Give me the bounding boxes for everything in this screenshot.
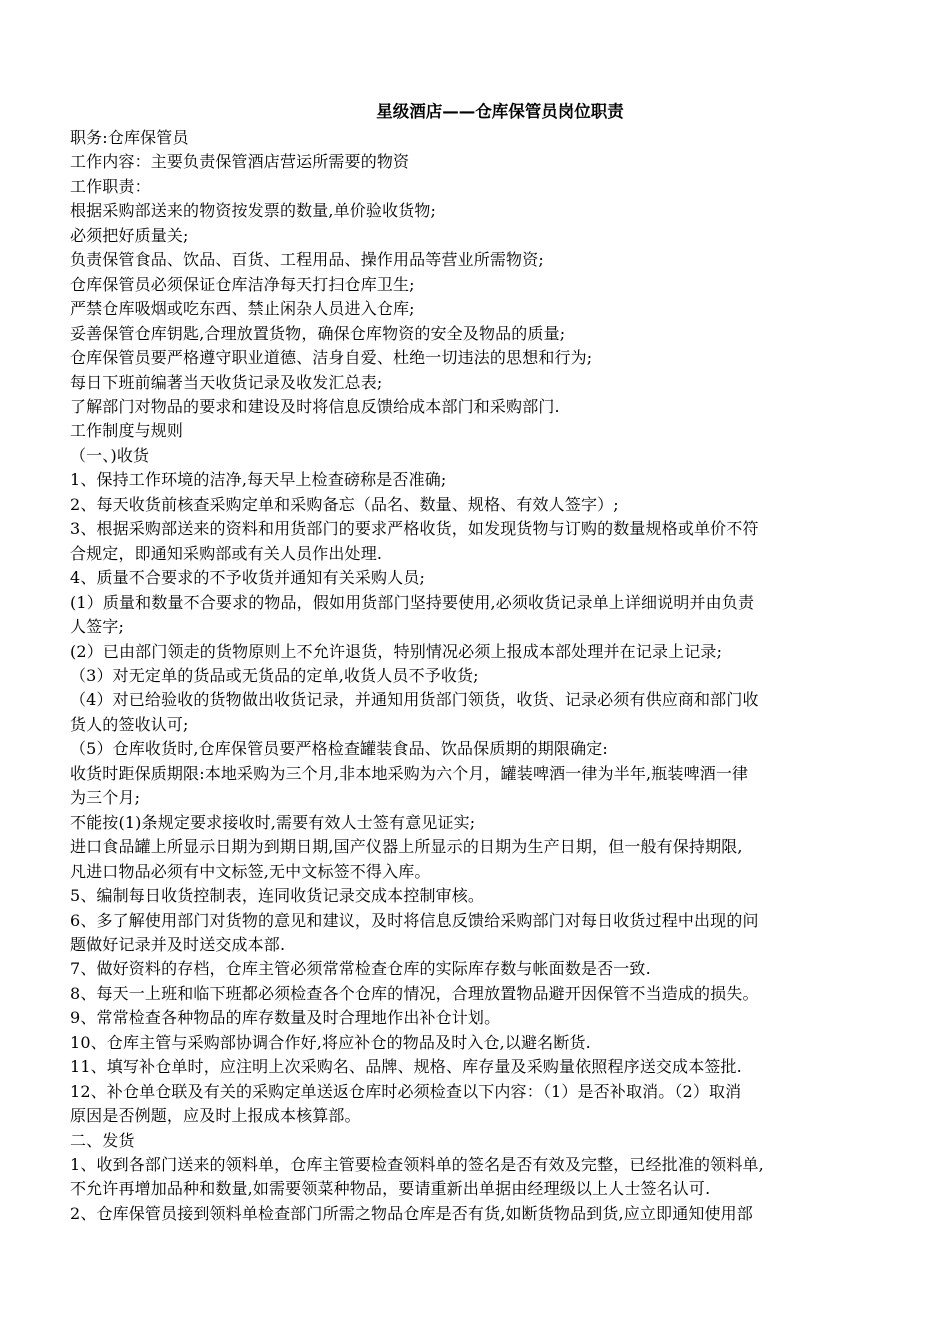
text-line: 凡进口物品必须有中文标签,无中文标签不得入库。 xyxy=(70,861,431,881)
text-line: 工作内容：主要负责保管酒店营运所需要的物资 xyxy=(70,152,410,172)
text-line: 2、每天收货前核查采购定单和采购备忘（品名、数量、规格、有效人签字）; xyxy=(70,494,619,514)
text-line: 仓库保管员必须保证仓库洁净每天打扫仓库卫生; xyxy=(70,274,415,294)
section-heading: 二、发货 xyxy=(70,1130,135,1150)
text-line: 收货时距保质期限:本地采购为三个月,非本地采购为六个月，罐装啤酒一律为半年,瓶装啤酒一律 xyxy=(70,763,749,783)
text-line: 根据采购部送来的物资按发票的数量,单价验收货物; xyxy=(70,201,437,221)
section-heading: （一、)收货 xyxy=(70,445,150,465)
text-line: 为三个月; xyxy=(70,788,141,808)
text-line: (2）已由部门领走的货物原则上不允许退货，特别情况必须上报成本部处理并在记录上记录; xyxy=(70,641,723,661)
text-line: 不允许再增加品种和数量,如需要领菜种物品，要请重新出单据由经理级以上人士签名认可. xyxy=(70,1179,711,1199)
document-body xyxy=(70,126,890,1226)
text-line: 4、质量不合要求的不予收货并通知有关采购人员; xyxy=(70,568,426,588)
text-line: 8、每天一上班和临下班都必须检查各个仓库的情况，合理放置物品避开因保管不当造成的损失。 xyxy=(70,983,759,1003)
document-title: 星级酒店——仓库保管员岗位职责 xyxy=(376,102,624,121)
text-line: 12、补仓单仓联及有关的采购定单送返仓库时必须检查以下内容：（1）是否补取消。（2）取消 xyxy=(70,1081,742,1101)
section-heading: 工作制度与规则 xyxy=(70,421,184,441)
document-page xyxy=(70,98,890,1226)
text-line: 1、保持工作环境的洁净,每天早上检查磅称是否准确; xyxy=(70,470,447,490)
text-line: 题做好记录并及时送交成本部. xyxy=(70,934,286,954)
text-line: 严禁仓库吸烟或吃东西、禁止闲杂人员进入仓库; xyxy=(70,299,415,319)
text-line: 每日下班前编著当天收货记录及收发汇总表; xyxy=(70,372,383,392)
text-line: 货人的签收认可; xyxy=(70,714,189,734)
text-line: 合规定，即通知采购部或有关人员作出处理. xyxy=(70,543,383,563)
text-line: 5、编制每日收货控制表，连同收货记录交成本控制审核。 xyxy=(70,886,485,906)
text-line: 必须把好质量关; xyxy=(70,225,189,245)
text-line: 不能按(1)条规定要求接收时,需要有效人士签有意见证实; xyxy=(70,812,476,832)
text-line: 3、根据采购部送来的资料和用货部门的要求严格收货，如发现货物与订购的数量规格或单价不符 xyxy=(70,519,759,539)
text-line: 职务:仓库保管员 xyxy=(70,128,189,147)
text-line: 仓库保管员要严格遵守职业道德、洁身自爱、杜绝一切违法的思想和行为; xyxy=(70,348,593,368)
text-line: 7、做好资料的存档，仓库主管必须常常检查仓库的实际库存数与帐面数是否一致. xyxy=(70,959,651,979)
text-line: 2、仓库保管员接到领料单检查部门所需之物品仓库是否有货,如断货物品到货,应立即通知使用部 xyxy=(70,1203,753,1223)
text-line: 妥善保管仓库钥匙,合理放置货物，确保仓库物资的安全及物品的质量; xyxy=(70,323,566,343)
text-line: 原因是否例题，应及时上报成本核算部。 xyxy=(70,1106,361,1126)
text-line: 进口食品罐上所显示日期为到期日期,国产仪器上所显示的日期为生产日期，但一般有保持期限, xyxy=(70,837,743,857)
text-line: 9、常常检查各种物品的库存数量及时合理地作出补仓计划。 xyxy=(70,1008,501,1028)
text-line: 10、仓库主管与采购部协调合作好,将应补仓的物品及时入仓,以避名断货. xyxy=(70,1032,591,1052)
text-line: （3）对无定单的货品或无货品的定单,收货人员不予收货; xyxy=(70,665,479,685)
text-line: （5）仓库收货时,仓库保管员要严格检查罐装食品、饮品保质期的期限确定: xyxy=(70,739,608,759)
text-line: 工作职责： xyxy=(70,176,151,196)
text-line: 6、多了解使用部门对货物的意见和建议，及时将信息反馈给采购部门对每日收货过程中出现的问 xyxy=(70,910,759,930)
text-line: (1）质量和数量不合要求的物品，假如用货部门坚持要使用,必须收货记录单上详细说明并由负责 xyxy=(70,592,755,612)
text-line: 了解部门对物品的要求和建设及时将信息反馈给成本部门和采购部门. xyxy=(70,396,560,416)
text-line: 11、填写补仓单时，应注明上次采购名、品牌、规格、库存量及采购量依照程序送交成本签批. xyxy=(70,1057,742,1077)
text-line: 人签字; xyxy=(70,617,124,637)
text-line: 1、收到各部门送来的领料单，仓库主管要检查领料单的签名是否有效及完整，已经批准的领料单, xyxy=(70,1155,764,1175)
text-line: （4）对已给验收的货物做出收货记录，并通知用货部门领货，收货、记录必须有供应商和部门收 xyxy=(70,690,759,710)
text-line: 负责保管食品、饮品、百货、工程用品、操作用品等营业所需物资; xyxy=(70,250,544,270)
